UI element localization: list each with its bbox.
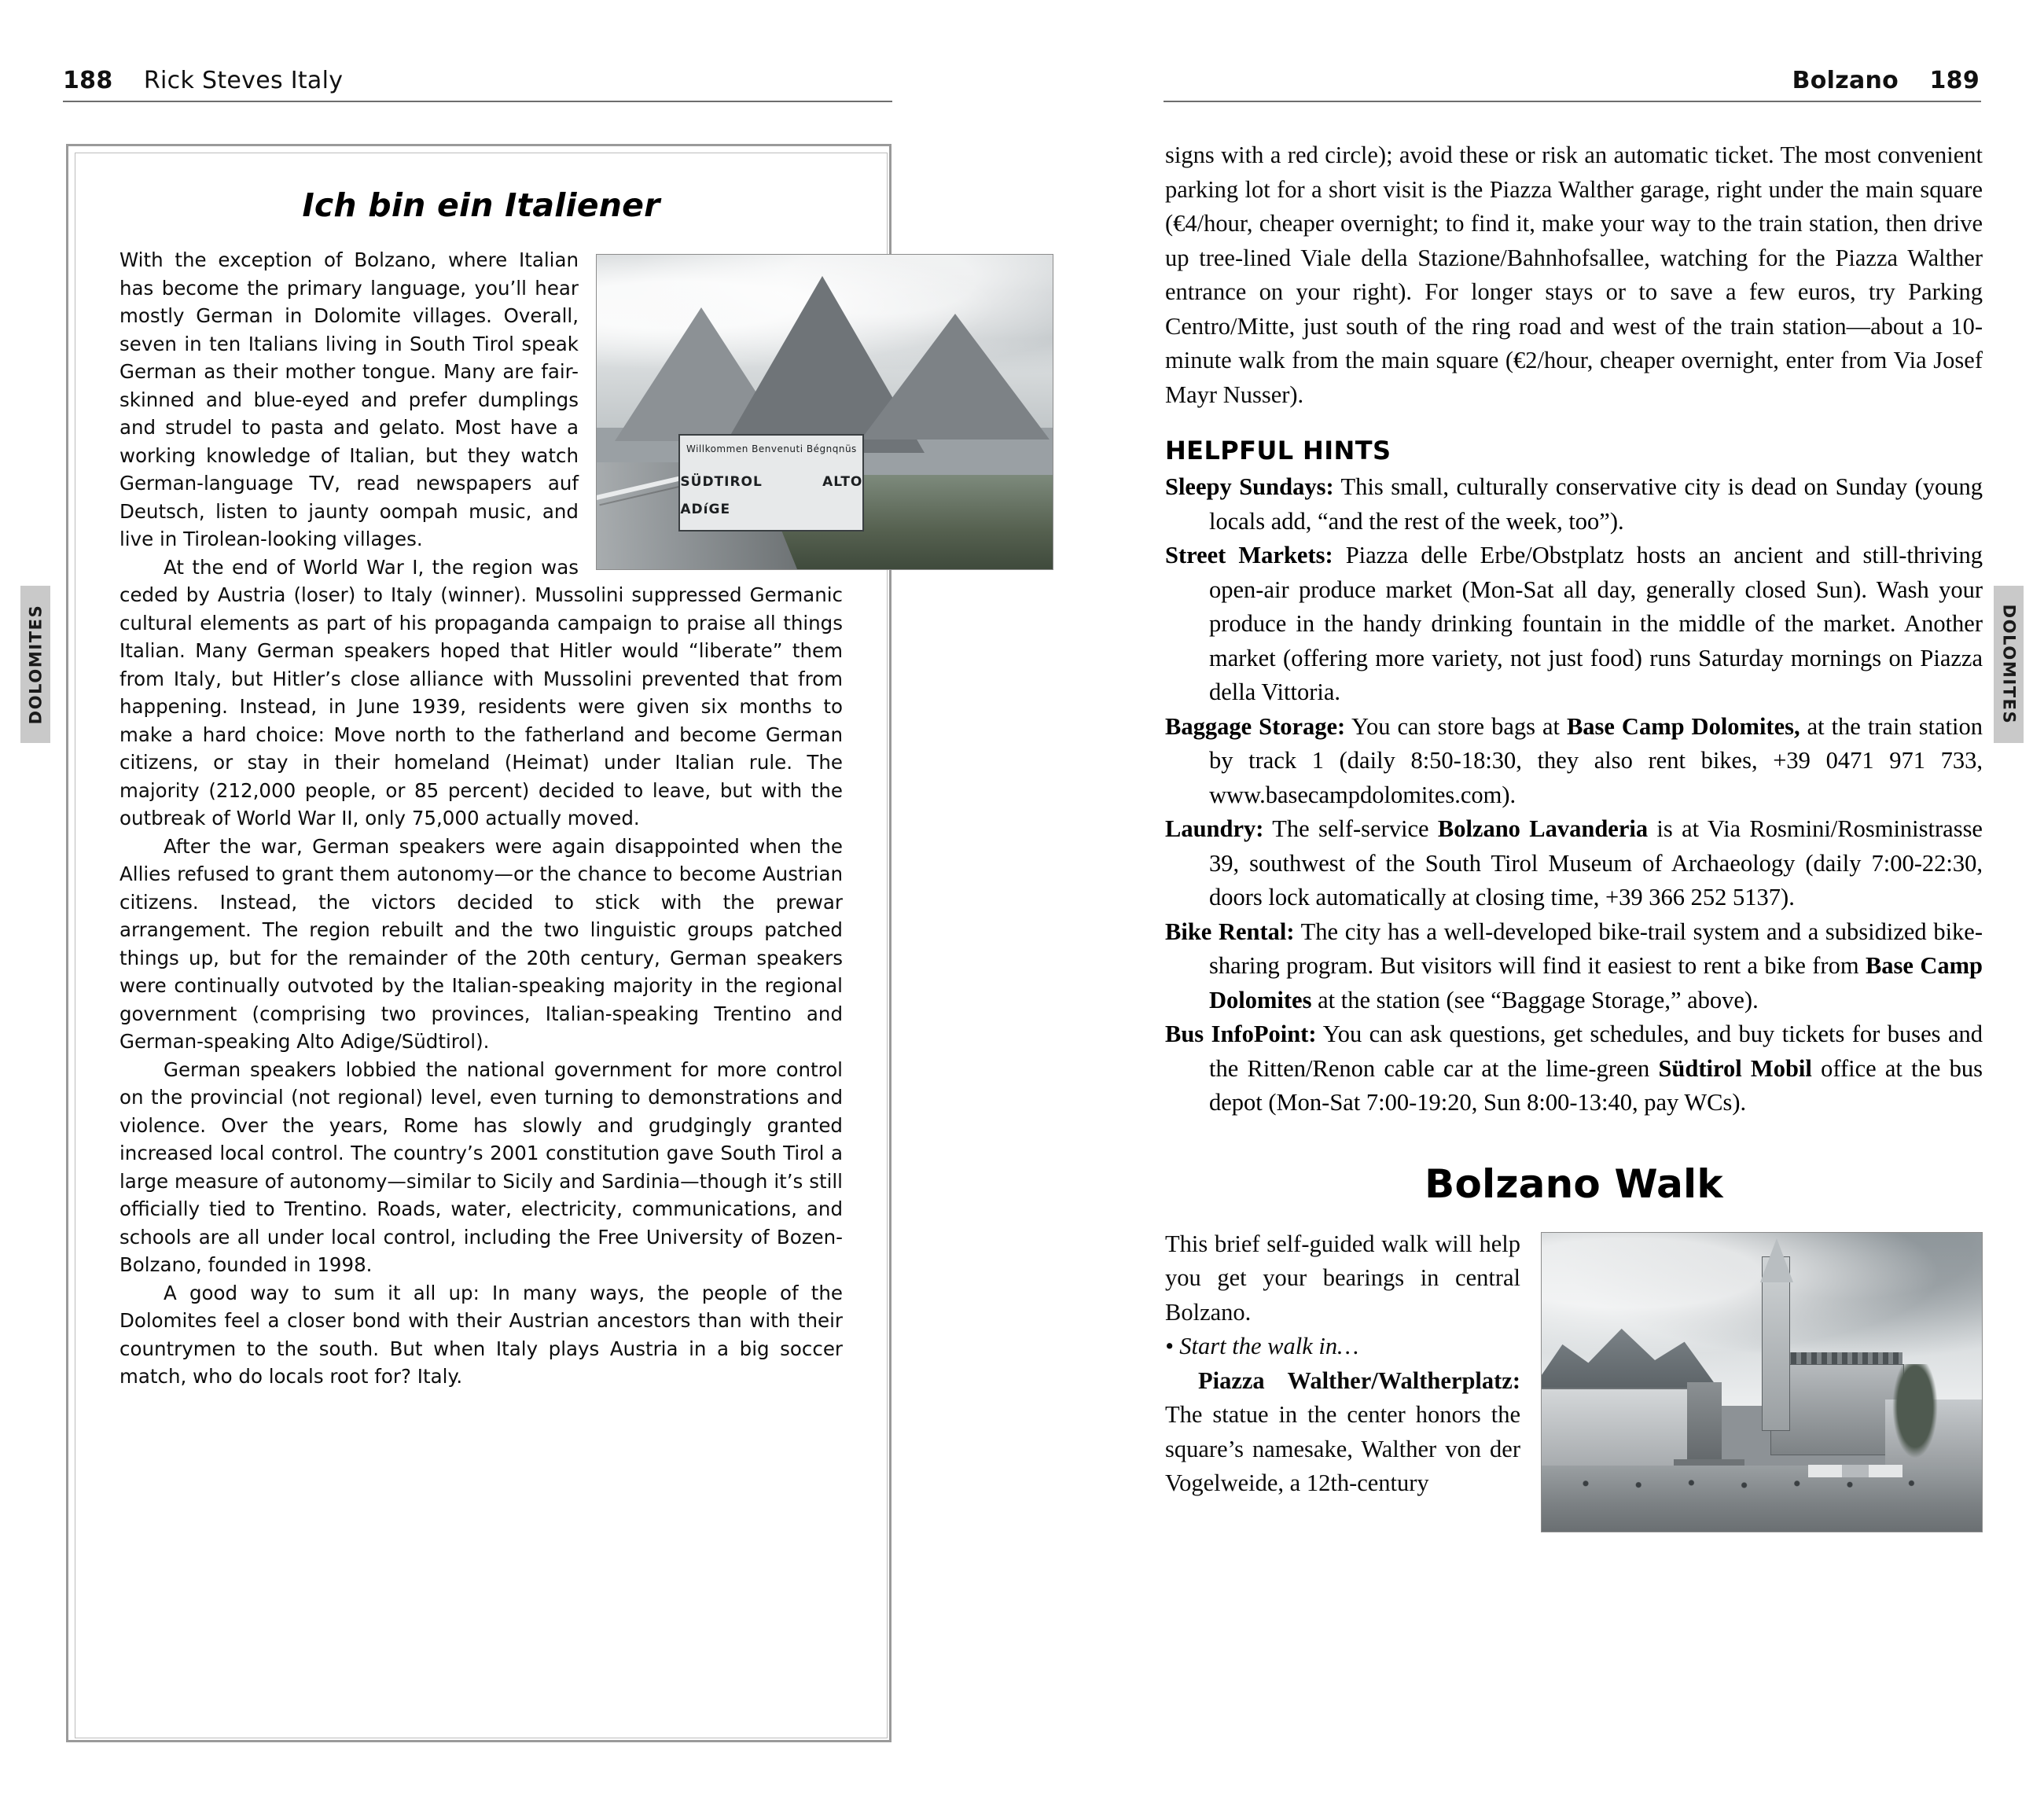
walk-intro-wrap xyxy=(1165,1227,1983,1501)
hint-bold-inline: Südtirol Mobil xyxy=(1658,1054,1812,1082)
sidebar-paragraph-2: At the end of World War I, the region was ceded by Austria (loser) to Italy (winner). Mussolini suppressed Germanic cultural elements as part of his propaganda campaign to praise all things Italian. Many German speakers hoped that Hitler would “liberate” them from Italy, but Hitler’s close alliance with Mussolini prevented that from happening. Instead, in June 1939, residents were given six months to make a hard choice: Move north to the fatherland and become German citizens, or stay in their homeland (Heimat) under Italian rule. The majority (212,000 people, or 85 percent) decided to leave, but with the outbreak of World War II, only 75,000 actually moved. xyxy=(119,555,843,829)
right-column xyxy=(1165,138,1983,1540)
hint-label: Sleepy Sundays: xyxy=(1165,473,1334,500)
bolzano-walk-heading: Bolzano Walk xyxy=(1425,1160,1723,1207)
sidebar-inner xyxy=(75,153,888,1738)
side-tab-left-label: DOLOMITES xyxy=(26,604,45,725)
photo-piazza-walther xyxy=(1541,1232,1983,1532)
helpful-hints-list xyxy=(1165,470,1983,1120)
hint-sleepy-sundays xyxy=(1165,470,1983,539)
side-tab-left xyxy=(20,586,50,743)
sidebar-paragraph-5: A good way to sum it all up: In many ways, the people of the Dolomites feel a closer bond with their Austrian ancestors than with their countrymen to the south. But when Italy plays Austria in a big soccer match, who do locals root for? Italy. xyxy=(119,1281,843,1388)
hint-text: This small, culturally conservative city is dead on Sunday (young locals add, “and the rest of the week, too”). xyxy=(1209,473,1983,535)
hint-label: Baggage Storage: xyxy=(1165,712,1346,740)
sidebar-title: Ich bin ein Italiener xyxy=(302,186,660,224)
sidebar-box xyxy=(66,144,891,1742)
header-rule-left xyxy=(63,101,892,102)
hint-baggage-storage xyxy=(1165,710,1983,813)
hint-label: Bus InfoPoint: xyxy=(1165,1021,1317,1047)
parking-paragraph-wrap xyxy=(1165,138,1983,412)
walk-bullet-cue: • Start the walk in… xyxy=(1165,1333,1359,1359)
sidebar-paragraph-3: After the war, German speakers were again disappointed when the Allies refused to grant them autonomy—or the chance to become Austrian citizens. Instead, the victors decided to stick with the prewar arrangement. The region rebuilt and the two linguistic groups patched things up, but for the remainder of the 20th century, German speakers were continually outvoted by the Italian-speaking majority in the regional government (comprising two provinces, Italian-speaking Trentino and German-speaking Alto Adige/Südtirol). xyxy=(119,834,843,1053)
running-head-left xyxy=(63,67,343,94)
hint-bold-inline: Bolzano Lavanderia xyxy=(1437,815,1649,842)
sidebar-paragraph-1: With the exception of Bolzano, where Italian has become the primary language, you’ll hear mostly German in Dolomite villages. Overall, seven in ten Italians living in South Tirol speak German as their mother tongue. Many are fair-skinned and blue-eyed and prefer dumplings and strudel to pasta and gelato. Most have a working knowledge of Italian, but they watch German-language TV, read newspapers auf Deutsch, listen to jaunty oompah music, and live in Tirolean-looking villages. xyxy=(119,248,579,550)
photo-welcome-sign xyxy=(678,434,864,531)
hint-text-before: The self-service xyxy=(1263,815,1438,842)
hint-bike-rental xyxy=(1165,915,1983,1018)
side-tab-right xyxy=(1994,586,2024,743)
hint-street-markets xyxy=(1165,539,1983,710)
chapter-title: Bolzano xyxy=(1792,67,1899,94)
walk-intro-paragraph: This brief self-guided walk will help you get your bearings in central Bolzano. xyxy=(1165,1230,1520,1326)
helpful-hints-heading: HELPFUL HINTS xyxy=(1165,436,1391,465)
book-title: Rick Steves Italy xyxy=(143,67,344,94)
hint-bold-inline: Base Camp Dolomites xyxy=(1209,952,1983,1013)
page-number-right: 189 xyxy=(1929,67,1980,94)
walk-stop-label: Piazza Walther/Waltherplatz: xyxy=(1198,1366,1520,1394)
walk-stop-text: The statue in the center honors the square’s namesake, Walther von der Vogelweide, a 12th-century xyxy=(1165,1401,1520,1496)
hint-label: Bike Rental: xyxy=(1165,918,1295,945)
sidebar-paragraph-4: German speakers lobbied the national government for more control on the provincial (not regional) level, even turning to demonstrations and violence. Over the years, Rome has slowly and grudgingly granted increased local control. The country’s 2001 constitution gave South Tirol a large measure of autonomy—similar to Sicily and Sardinia—though it’s still officially tied to Trentino. Roads, water, electricity, communications, and schools are all under local control, including the Free University of Bozen-Bolzano, founded in 1998. xyxy=(119,1057,843,1276)
hint-text-before: The city has a well-developed bike-trail system and a subsidized bike-sharing program. But visitors will find it easiest to rent a bike from xyxy=(1209,918,1983,979)
sign-region-line: SÜDTIROL ALTO ADíGE xyxy=(680,473,863,517)
page-number-left: 188 xyxy=(63,67,113,94)
photo-peak-right xyxy=(861,311,1050,440)
hint-text-after: is at Via Rosmini/Rosministrasse 39, southwest of the South Tirol Museum of Archaeology (daily 7:00-22:30, doors lock automatically at closing time, +39 366 252 5137). xyxy=(1209,815,1983,910)
sidebar-body xyxy=(119,246,863,1391)
photo-dolomites-sign xyxy=(596,254,1053,570)
sign-welcome-line: Willkommen Benvenuti Bégnqnüs xyxy=(686,443,857,454)
walk-photo-statue xyxy=(1687,1382,1722,1472)
parking-paragraph: signs with a red circle); avoid these or risk an automatic ticket. The most convenient parking lot for a short visit is the Piazza Walther garage, right under the main square (€4/hour, cheaper overnight; to find it, make your way to the train station, then drive up tree-lined Viale della Stazione/Bahnhofsallee, watching for the Piazza Walther entrance on your right). For longer stays or to save a few euros, try Parking Centro/Mitte, just south of the ring road and west of the train station—about a 10-minute walk from the main square (€2/hour, cheaper overnight, enter from Via Josef Mayr Nusser). xyxy=(1165,142,1983,408)
hint-laundry xyxy=(1165,812,1983,915)
walk-photo-spire xyxy=(1760,1238,1793,1282)
hint-label: Street Markets: xyxy=(1165,542,1333,568)
hint-text-before: You can store bags at xyxy=(1345,712,1567,740)
hint-bus-infopoint xyxy=(1165,1017,1983,1120)
hint-text-after: office at the bus depot (Mon-Sat 7:00-19:20, Sun 8:00-13:40, pay WCs). xyxy=(1209,1054,1983,1116)
hint-text: Piazza delle Erbe/Obstplatz hosts an ancient and still-thriving open-air produce market (Mon-Sat all day, generally closed Sun). Wash your produce in the handy drinking fountain in the middle of the market. Another market (offering more variety, not just food) runs Saturday mornings on Piazza della Vittoria. xyxy=(1209,542,1983,705)
walk-photo-bell-tower xyxy=(1762,1256,1790,1431)
sign-decor-bar xyxy=(708,530,835,531)
walk-photo-people xyxy=(1542,1475,1982,1489)
header-rule-right xyxy=(1164,101,1981,102)
hint-label: Laundry: xyxy=(1165,815,1264,842)
hint-text-after: at the station (see “Baggage Storage,” above). xyxy=(1311,986,1759,1013)
walk-photo-church xyxy=(1770,1364,1904,1455)
side-tab-right-label: DOLOMITES xyxy=(1999,604,2018,725)
hint-bold-inline: Base Camp Dolomites, xyxy=(1566,712,1800,740)
hint-text-before: You can ask questions, get schedules, and buy tickets for buses and the Ritten/Renon cable car at the lime-green xyxy=(1209,1021,1983,1082)
walk-photo-tree xyxy=(1892,1364,1938,1458)
walk-photo-building-left xyxy=(1542,1388,1691,1467)
running-head-right xyxy=(1792,67,1980,94)
hint-text-after: at the train station by track 1 (daily 8:50-18:30, they also rent bikes, +39 0471 971 733, www.basecampdolomites.com). xyxy=(1209,712,1983,808)
